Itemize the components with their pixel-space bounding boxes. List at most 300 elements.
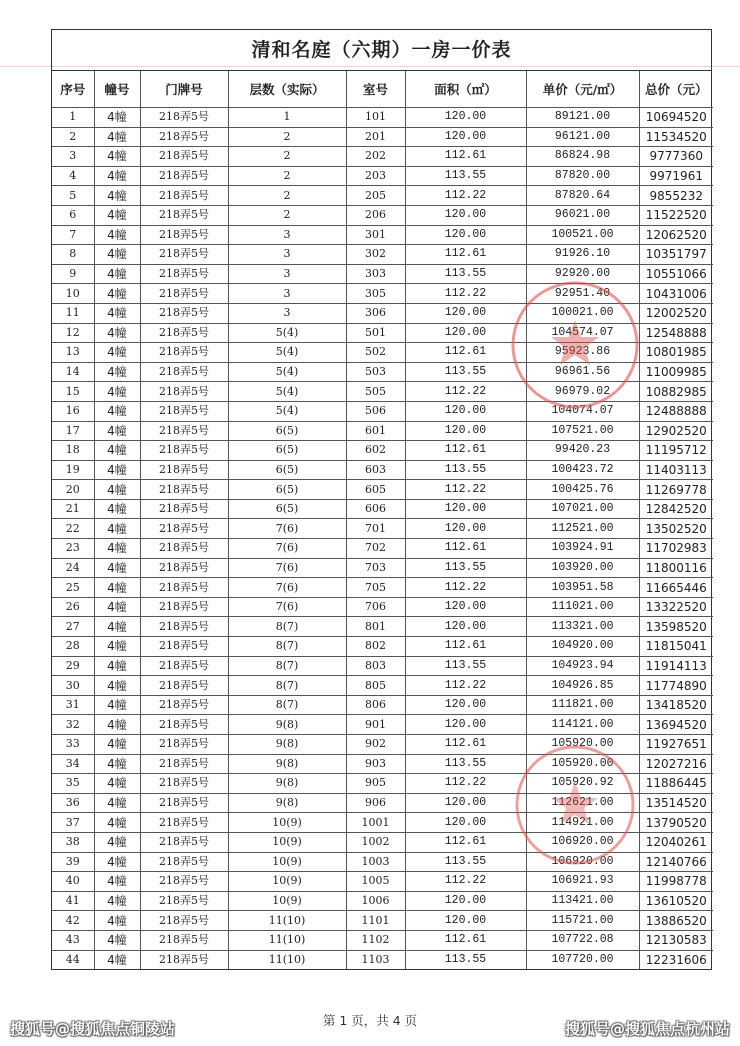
row-floor: 2 [228, 147, 346, 167]
row-area: 112.22 [405, 284, 526, 304]
row-address: 218弄5号 [140, 872, 228, 892]
row-index: 11 [52, 303, 94, 323]
row-room: 203 [346, 166, 405, 186]
row-floor: 7(6) [228, 597, 346, 617]
watermark-right: 搜狐号@搜狐焦点杭州站 [564, 1020, 730, 1038]
row-building: 4幢 [94, 441, 140, 461]
row-index: 10 [52, 284, 94, 304]
row-room: 503 [346, 362, 405, 382]
row-area: 120.00 [405, 813, 526, 833]
row-total-price: 12842520 [639, 499, 713, 519]
row-building: 4幢 [94, 108, 140, 128]
row-unit-price: 106920.00 [526, 852, 639, 872]
row-total-price: 10801985 [639, 343, 713, 363]
row-total-price: 11269778 [639, 480, 713, 500]
row-address: 218弄5号 [140, 754, 228, 774]
row-area: 120.00 [405, 401, 526, 421]
table-row [52, 401, 713, 421]
row-total-price: 13418520 [639, 695, 713, 715]
row-area: 113.55 [405, 460, 526, 480]
table-body [52, 108, 713, 970]
row-area: 113.55 [405, 852, 526, 872]
row-building: 4幢 [94, 480, 140, 500]
table-row [52, 813, 713, 833]
row-building: 4幢 [94, 637, 140, 657]
row-unit-price: 100521.00 [526, 225, 639, 245]
row-building: 4幢 [94, 166, 140, 186]
row-unit-price: 114121.00 [526, 715, 639, 735]
row-total-price: 10882985 [639, 382, 713, 402]
row-area: 112.61 [405, 147, 526, 167]
row-area: 112.22 [405, 676, 526, 696]
price-table [52, 71, 713, 969]
price-sheet [51, 29, 712, 970]
row-floor: 5(4) [228, 401, 346, 421]
row-room: 801 [346, 617, 405, 637]
row-unit-price: 104074.07 [526, 401, 639, 421]
row-room: 502 [346, 343, 405, 363]
row-unit-price: 111821.00 [526, 695, 639, 715]
row-room: 602 [346, 441, 405, 461]
row-area: 120.00 [405, 499, 526, 519]
row-unit-price: 104920.00 [526, 637, 639, 657]
row-index: 12 [52, 323, 94, 343]
row-total-price: 11522520 [639, 205, 713, 225]
row-floor: 1 [228, 108, 346, 128]
row-floor: 7(6) [228, 539, 346, 559]
row-index: 31 [52, 695, 94, 715]
row-building: 4幢 [94, 362, 140, 382]
table-row [52, 735, 713, 755]
row-unit-price: 96979.02 [526, 382, 639, 402]
row-address: 218弄5号 [140, 343, 228, 363]
row-building: 4幢 [94, 382, 140, 402]
row-floor: 9(8) [228, 793, 346, 813]
row-room: 803 [346, 656, 405, 676]
row-building: 4幢 [94, 735, 140, 755]
row-total-price: 12040261 [639, 832, 713, 852]
row-total-price: 11009985 [639, 362, 713, 382]
row-index: 14 [52, 362, 94, 382]
table-row [52, 656, 713, 676]
row-building: 4幢 [94, 597, 140, 617]
row-total-price: 12130583 [639, 930, 713, 950]
row-total-price: 11800116 [639, 558, 713, 578]
row-building: 4幢 [94, 578, 140, 598]
row-total-price: 13790520 [639, 813, 713, 833]
row-room: 206 [346, 205, 405, 225]
row-building: 4幢 [94, 264, 140, 284]
row-address: 218弄5号 [140, 362, 228, 382]
row-address: 218弄5号 [140, 205, 228, 225]
table-row [52, 382, 713, 402]
row-floor: 6(5) [228, 480, 346, 500]
row-address: 218弄5号 [140, 441, 228, 461]
row-total-price: 11195712 [639, 441, 713, 461]
row-index: 32 [52, 715, 94, 735]
row-floor: 8(7) [228, 656, 346, 676]
row-building: 4幢 [94, 774, 140, 794]
row-index: 5 [52, 186, 94, 206]
row-address: 218弄5号 [140, 382, 228, 402]
row-unit-price: 106920.00 [526, 832, 639, 852]
row-floor: 11(10) [228, 950, 346, 969]
row-building: 4幢 [94, 813, 140, 833]
row-unit-price: 107720.00 [526, 950, 639, 969]
row-room: 605 [346, 480, 405, 500]
table-row [52, 695, 713, 715]
row-building: 4幢 [94, 127, 140, 147]
col-header-total-price: 总价（元） [639, 71, 713, 108]
row-area: 120.00 [405, 225, 526, 245]
row-room: 202 [346, 147, 405, 167]
row-room: 603 [346, 460, 405, 480]
row-area: 112.61 [405, 735, 526, 755]
row-unit-price: 96021.00 [526, 205, 639, 225]
row-total-price: 13886520 [639, 911, 713, 931]
row-total-price: 9855232 [639, 186, 713, 206]
row-floor: 9(8) [228, 754, 346, 774]
row-index: 9 [52, 264, 94, 284]
row-area: 112.61 [405, 441, 526, 461]
row-address: 218弄5号 [140, 852, 228, 872]
row-floor: 10(9) [228, 891, 346, 911]
table-row [52, 205, 713, 225]
table-row [52, 284, 713, 304]
table-row [52, 715, 713, 735]
row-unit-price: 103920.00 [526, 558, 639, 578]
row-address: 218弄5号 [140, 480, 228, 500]
row-index: 26 [52, 597, 94, 617]
row-area: 112.22 [405, 480, 526, 500]
row-room: 1102 [346, 930, 405, 950]
row-floor: 2 [228, 166, 346, 186]
row-index: 40 [52, 872, 94, 892]
row-floor: 9(8) [228, 735, 346, 755]
row-index: 6 [52, 205, 94, 225]
row-building: 4幢 [94, 950, 140, 969]
row-room: 701 [346, 519, 405, 539]
table-row [52, 362, 713, 382]
row-address: 218弄5号 [140, 303, 228, 323]
row-room: 1103 [346, 950, 405, 969]
col-header-floor: 层数（实际） [228, 71, 346, 108]
col-header-room: 室号 [346, 71, 405, 108]
row-address: 218弄5号 [140, 460, 228, 480]
row-building: 4幢 [94, 558, 140, 578]
row-address: 218弄5号 [140, 284, 228, 304]
row-unit-price: 87820.64 [526, 186, 639, 206]
row-index: 33 [52, 735, 94, 755]
row-index: 29 [52, 656, 94, 676]
col-header-index: 序号 [52, 71, 94, 108]
row-unit-price: 95923.86 [526, 343, 639, 363]
row-unit-price: 113321.00 [526, 617, 639, 637]
table-row [52, 186, 713, 206]
row-area: 120.00 [405, 108, 526, 128]
row-area: 120.00 [405, 519, 526, 539]
row-unit-price: 107021.00 [526, 499, 639, 519]
row-address: 218弄5号 [140, 264, 228, 284]
row-floor: 5(4) [228, 382, 346, 402]
row-unit-price: 104926.85 [526, 676, 639, 696]
row-unit-price: 100021.00 [526, 303, 639, 323]
table-row [52, 323, 713, 343]
table-row [52, 460, 713, 480]
row-index: 13 [52, 343, 94, 363]
table-row [52, 754, 713, 774]
row-index: 7 [52, 225, 94, 245]
col-header-unit-price: 单价（元/㎡） [526, 71, 639, 108]
table-row [52, 578, 713, 598]
row-area: 120.00 [405, 695, 526, 715]
row-building: 4幢 [94, 715, 140, 735]
row-total-price: 11534520 [639, 127, 713, 147]
row-building: 4幢 [94, 401, 140, 421]
row-index: 2 [52, 127, 94, 147]
table-row [52, 303, 713, 323]
row-room: 201 [346, 127, 405, 147]
row-room: 905 [346, 774, 405, 794]
row-room: 1101 [346, 911, 405, 931]
row-floor: 7(6) [228, 558, 346, 578]
page-title: 清和名庭（六期）一房一价表 [52, 30, 711, 71]
row-building: 4幢 [94, 205, 140, 225]
row-room: 101 [346, 108, 405, 128]
row-room: 306 [346, 303, 405, 323]
row-total-price: 13598520 [639, 617, 713, 637]
row-building: 4幢 [94, 323, 140, 343]
row-address: 218弄5号 [140, 695, 228, 715]
row-room: 806 [346, 695, 405, 715]
row-floor: 6(5) [228, 499, 346, 519]
row-index: 3 [52, 147, 94, 167]
row-area: 113.55 [405, 362, 526, 382]
row-room: 805 [346, 676, 405, 696]
row-area: 120.00 [405, 303, 526, 323]
row-address: 218弄5号 [140, 656, 228, 676]
row-floor: 8(7) [228, 695, 346, 715]
row-index: 27 [52, 617, 94, 637]
col-header-building: 幢号 [94, 71, 140, 108]
row-building: 4幢 [94, 460, 140, 480]
row-total-price: 12488888 [639, 401, 713, 421]
row-floor: 10(9) [228, 852, 346, 872]
row-floor: 10(9) [228, 813, 346, 833]
row-unit-price: 105920.92 [526, 774, 639, 794]
row-floor: 8(7) [228, 637, 346, 657]
row-room: 705 [346, 578, 405, 598]
row-unit-price: 103951.58 [526, 578, 639, 598]
table-row [52, 637, 713, 657]
row-unit-price: 111021.00 [526, 597, 639, 617]
row-floor: 10(9) [228, 872, 346, 892]
table-row [52, 793, 713, 813]
row-unit-price: 104923.94 [526, 656, 639, 676]
table-row [52, 832, 713, 852]
row-area: 113.55 [405, 754, 526, 774]
row-index: 19 [52, 460, 94, 480]
row-index: 21 [52, 499, 94, 519]
row-building: 4幢 [94, 676, 140, 696]
row-address: 218弄5号 [140, 519, 228, 539]
row-address: 218弄5号 [140, 558, 228, 578]
row-area: 120.00 [405, 715, 526, 735]
row-index: 28 [52, 637, 94, 657]
row-address: 218弄5号 [140, 715, 228, 735]
row-building: 4幢 [94, 891, 140, 911]
row-building: 4幢 [94, 754, 140, 774]
table-row [52, 421, 713, 441]
header-row [52, 71, 713, 108]
row-floor: 3 [228, 225, 346, 245]
row-address: 218弄5号 [140, 578, 228, 598]
row-room: 706 [346, 597, 405, 617]
row-area: 120.00 [405, 891, 526, 911]
row-area: 112.61 [405, 930, 526, 950]
table-row [52, 891, 713, 911]
row-unit-price: 105920.00 [526, 735, 639, 755]
row-index: 43 [52, 930, 94, 950]
row-building: 4幢 [94, 832, 140, 852]
row-area: 113.55 [405, 264, 526, 284]
row-address: 218弄5号 [140, 108, 228, 128]
row-area: 112.22 [405, 578, 526, 598]
row-floor: 11(10) [228, 930, 346, 950]
row-total-price: 11403113 [639, 460, 713, 480]
row-area: 113.55 [405, 656, 526, 676]
row-total-price: 11998778 [639, 872, 713, 892]
row-room: 802 [346, 637, 405, 657]
row-address: 218弄5号 [140, 950, 228, 969]
table-row [52, 872, 713, 892]
row-area: 120.00 [405, 793, 526, 813]
row-unit-price: 92951.40 [526, 284, 639, 304]
row-unit-price: 92920.00 [526, 264, 639, 284]
row-index: 44 [52, 950, 94, 969]
row-address: 218弄5号 [140, 225, 228, 245]
table-row [52, 264, 713, 284]
row-total-price: 11886445 [639, 774, 713, 794]
row-floor: 5(4) [228, 323, 346, 343]
row-unit-price: 115721.00 [526, 911, 639, 931]
row-index: 37 [52, 813, 94, 833]
table-row [52, 950, 713, 969]
row-index: 4 [52, 166, 94, 186]
row-building: 4幢 [94, 793, 140, 813]
row-total-price: 11914113 [639, 656, 713, 676]
row-total-price: 13322520 [639, 597, 713, 617]
row-area: 120.00 [405, 127, 526, 147]
row-unit-price: 114921.00 [526, 813, 639, 833]
row-address: 218弄5号 [140, 539, 228, 559]
row-total-price: 9777360 [639, 147, 713, 167]
row-index: 18 [52, 441, 94, 461]
row-index: 41 [52, 891, 94, 911]
row-address: 218弄5号 [140, 735, 228, 755]
row-total-price: 12548888 [639, 323, 713, 343]
row-building: 4幢 [94, 519, 140, 539]
row-floor: 3 [228, 303, 346, 323]
row-area: 112.61 [405, 539, 526, 559]
row-unit-price: 100423.72 [526, 460, 639, 480]
row-area: 112.61 [405, 245, 526, 265]
row-index: 16 [52, 401, 94, 421]
row-total-price: 10431006 [639, 284, 713, 304]
row-area: 112.22 [405, 382, 526, 402]
table-row [52, 617, 713, 637]
row-room: 506 [346, 401, 405, 421]
row-room: 205 [346, 186, 405, 206]
row-address: 218弄5号 [140, 323, 228, 343]
row-address: 218弄5号 [140, 813, 228, 833]
row-area: 120.00 [405, 597, 526, 617]
row-total-price: 10351797 [639, 245, 713, 265]
row-room: 1005 [346, 872, 405, 892]
row-total-price: 13502520 [639, 519, 713, 539]
row-room: 505 [346, 382, 405, 402]
row-building: 4幢 [94, 225, 140, 245]
row-floor: 6(5) [228, 460, 346, 480]
row-building: 4幢 [94, 186, 140, 206]
row-unit-price: 87820.00 [526, 166, 639, 186]
table-row [52, 147, 713, 167]
row-floor: 9(8) [228, 715, 346, 735]
row-index: 42 [52, 911, 94, 931]
row-room: 1001 [346, 813, 405, 833]
row-unit-price: 91926.10 [526, 245, 639, 265]
watermark-left: 搜狐号@搜狐焦点铜陵站 [10, 1020, 176, 1038]
row-unit-price: 103924.91 [526, 539, 639, 559]
row-room: 906 [346, 793, 405, 813]
table-row [52, 343, 713, 363]
row-unit-price: 106921.93 [526, 872, 639, 892]
row-index: 36 [52, 793, 94, 813]
row-area: 112.61 [405, 343, 526, 363]
row-room: 702 [346, 539, 405, 559]
row-area: 112.22 [405, 186, 526, 206]
row-building: 4幢 [94, 539, 140, 559]
row-unit-price: 96121.00 [526, 127, 639, 147]
table-row [52, 225, 713, 245]
row-floor: 8(7) [228, 617, 346, 637]
row-room: 1006 [346, 891, 405, 911]
row-unit-price: 100425.76 [526, 480, 639, 500]
row-building: 4幢 [94, 421, 140, 441]
row-index: 25 [52, 578, 94, 598]
table-row [52, 774, 713, 794]
row-address: 218弄5号 [140, 186, 228, 206]
row-room: 606 [346, 499, 405, 519]
table-row [52, 499, 713, 519]
row-floor: 10(9) [228, 832, 346, 852]
row-unit-price: 112521.00 [526, 519, 639, 539]
row-total-price: 11815041 [639, 637, 713, 657]
row-address: 218弄5号 [140, 499, 228, 519]
table-row [52, 245, 713, 265]
row-area: 120.00 [405, 323, 526, 343]
row-building: 4幢 [94, 284, 140, 304]
row-building: 4幢 [94, 852, 140, 872]
table-row [52, 539, 713, 559]
row-floor: 6(5) [228, 421, 346, 441]
row-floor: 3 [228, 284, 346, 304]
row-index: 1 [52, 108, 94, 128]
row-area: 120.00 [405, 421, 526, 441]
row-room: 302 [346, 245, 405, 265]
row-area: 112.61 [405, 637, 526, 657]
row-room: 303 [346, 264, 405, 284]
